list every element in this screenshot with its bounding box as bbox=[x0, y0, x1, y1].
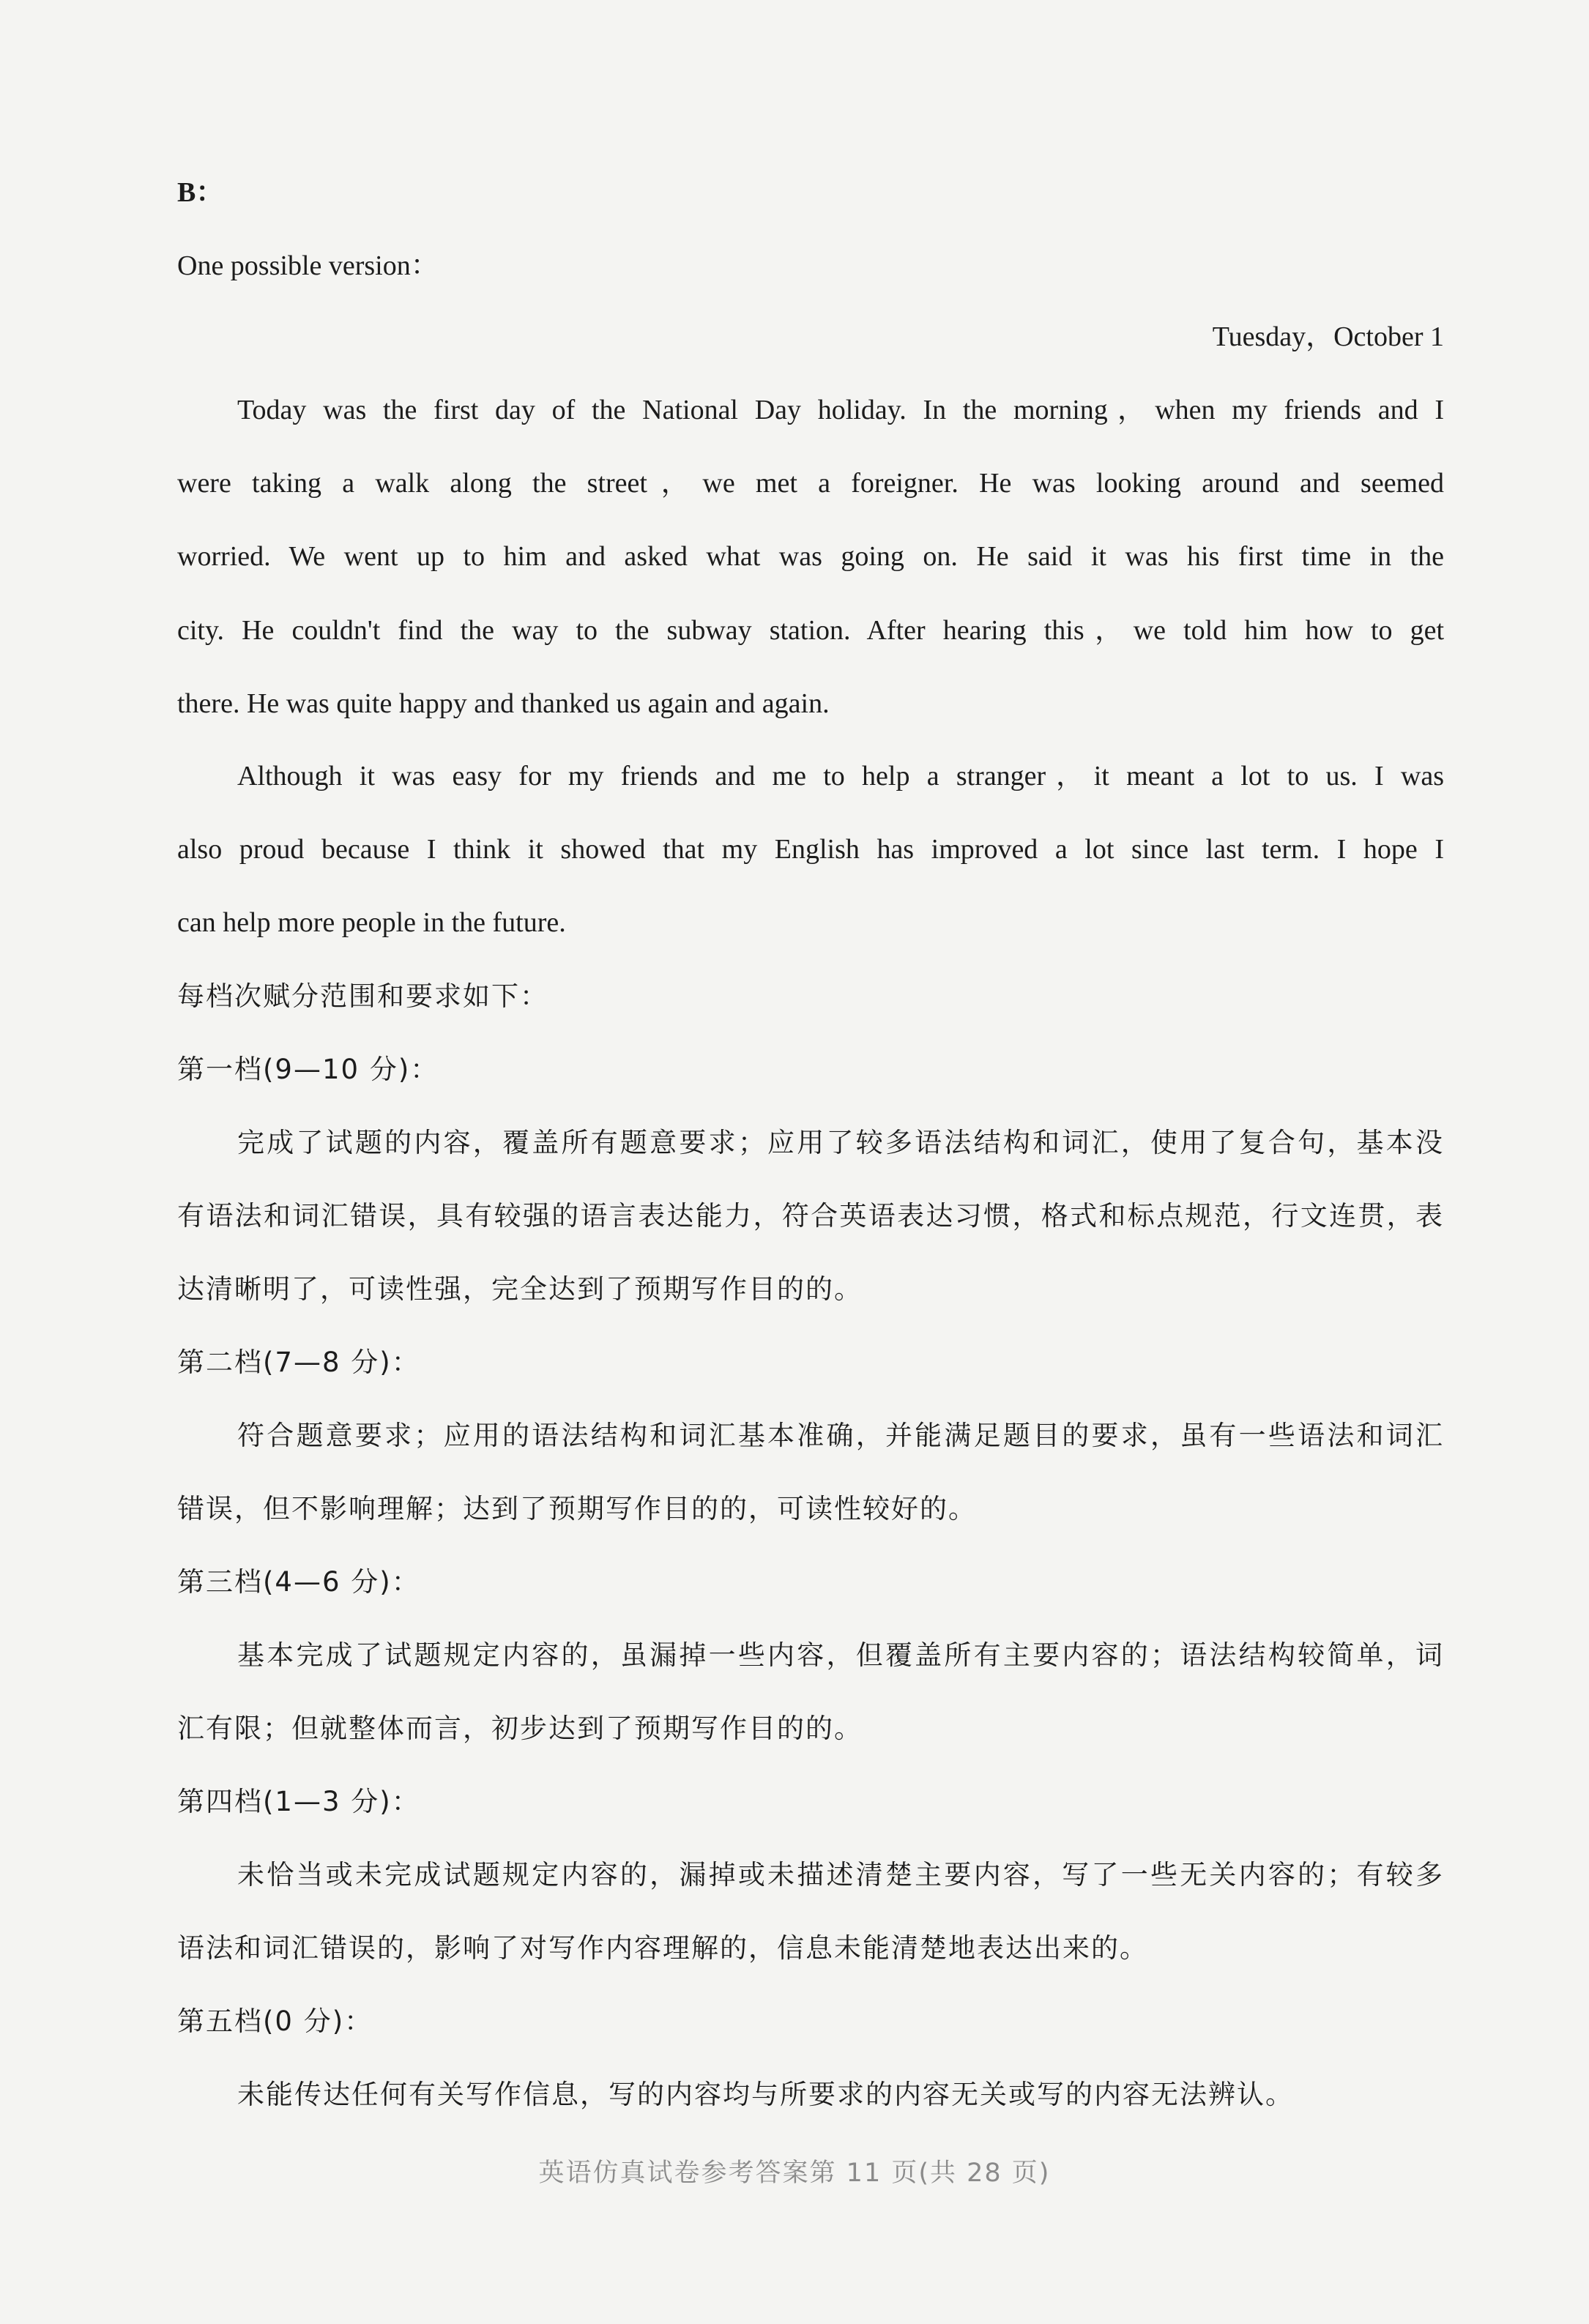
level-title: 第五档(0 分)： bbox=[177, 2005, 373, 2037]
level-text-line: 错误，但不影响理解；达到了预期写作目的的，可读性较好的。 bbox=[177, 1493, 977, 1524]
level-text-line: 完成了试题的内容，覆盖所有题意要求；应用了较多语法结构和词汇，使用了复合句，基本没 bbox=[237, 1127, 1444, 1158]
level-text-line: 未恰当或未完成试题规定内容的，漏掉或未描述清楚主要内容，写了一些无关内容的；有较多 bbox=[237, 1859, 1444, 1891]
level-text-line: 符合题意要求；应用的语法结构和词汇基本准确，并能满足题目的要求，虽有一些语法和词汇 bbox=[237, 1420, 1444, 1451]
scoring-intro: 每档次赋分范围和要求如下： bbox=[177, 980, 548, 1012]
level-title: 第四档(1—3 分)： bbox=[177, 1786, 420, 1817]
diary-date: Tuesday，October 1 bbox=[1212, 321, 1444, 352]
essay-line: Although it was easy for my friends and me to help a stranger，it meant a lot to us. I was bbox=[237, 761, 1444, 792]
essay-line: also proud because I think it showed that my English has improved a lot since last term. I hope I bbox=[177, 834, 1444, 865]
essay-line: can help more people in the future. bbox=[177, 907, 566, 938]
page-footer: 英语仿真试卷参考答案第 11 页(共 28 页) bbox=[538, 2159, 1051, 2188]
level-text-line: 语法和词汇错误的，影响了对写作内容理解的，信息未能清楚地表达出来的。 bbox=[177, 1932, 1148, 1964]
level-text-line: 未能传达任何有关写作信息，写的内容均与所要求的内容无关或写的内容无法辨认。 bbox=[237, 2079, 1294, 2110]
level-text-line: 达清晰明了，可读性强，完全达到了预期写作目的的。 bbox=[177, 1273, 863, 1305]
essay-line: Today was the first day of the National Day holiday. In the morning，when my friends and I bbox=[237, 395, 1444, 425]
level-title: 第一档(9—10 分)： bbox=[177, 1054, 439, 1085]
level-title: 第三档(4—6 分)： bbox=[177, 1566, 420, 1598]
essay-line: were taking a walk along the street，we met a foreigner. He was looking around and seemed bbox=[177, 468, 1444, 499]
section-label: B： bbox=[177, 177, 224, 208]
level-text-line: 基本完成了试题规定内容的，虽漏掉一些内容，但覆盖所有主要内容的；语法结构较简单，词 bbox=[237, 1639, 1444, 1671]
version-label: One possible version： bbox=[177, 250, 439, 281]
essay-line: city. He couldn't find the way to the subway station. After hearing this，we told him how to get bbox=[177, 615, 1444, 646]
level-text-line: 汇有限；但就整体而言，初步达到了预期写作目的的。 bbox=[177, 1713, 863, 1744]
level-text-line: 有语法和词汇错误，具有较强的语言表达能力，符合英语表达习惯，格式和标点规范，行文连贯，表 bbox=[177, 1200, 1444, 1232]
level-title: 第二档(7—8 分)： bbox=[177, 1347, 420, 1378]
essay-line: worried. We went up to him and asked what was going on. He said it was his first time in the bbox=[177, 541, 1444, 572]
essay-line: there. He was quite happy and thanked us again and again. bbox=[177, 688, 830, 719]
